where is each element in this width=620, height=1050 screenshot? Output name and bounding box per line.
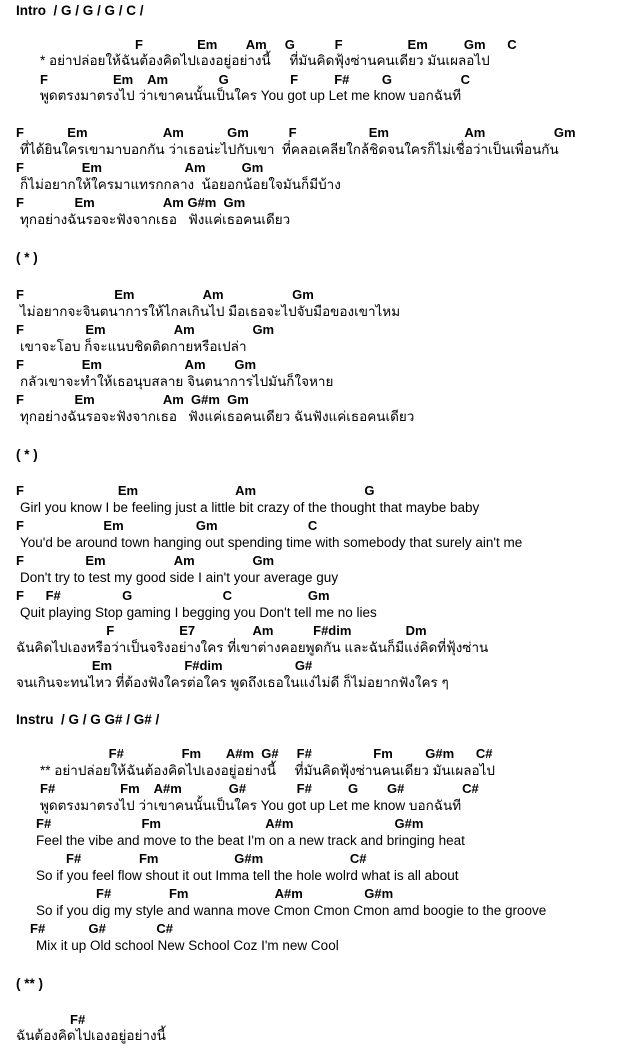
lyric-line: ทุกอย่างฉันรอจะฟังจากเธอ ฟังแค่เธอคนเดียว ฉันฟังแค่เธอคนเดียว [20, 409, 415, 424]
lyric-line: * อย่าปล่อยให้ฉันต้องคิดไปเองอยู่อย่างนี้ ที่มันคิดฟุ้งซ่านคนเดียว มันเผลอไป [40, 53, 490, 68]
lyric-line: พูดตรงมาตรงไป ว่าเขาคนนั้นเป็นใคร You got up Let me know บอกฉันที [40, 88, 462, 103]
lyric-line: ที่ได้ยินใครเขามาบอกกัน ว่าเธอน่ะไปกับเขา ที่คลอเคลียใกล้ชิดจนใครก็ไม่เชื่อว่าเป็นเพื่อนกัน [20, 142, 559, 157]
lyric-line: Feel the vibe and move to the beat I'm on a new track and bringing heat [36, 833, 465, 848]
chord-line: F# [70, 1012, 86, 1027]
chord-line: F# Fm A#m G#m [96, 886, 394, 901]
lyric-line: ** อย่าปล่อยให้ฉันต้องคิดไปเองอยู่อย่างนี้ ที่มันคิดฟุ้งซ่านคนเดียว มันเผลอไป [40, 763, 495, 778]
lyric-line: ก็ไม่อยากให้ใครมาแทรกกลาง น้อยอกน้อยใจมันก็มีบ้าง [20, 177, 341, 192]
chord-line: F# Fm A#m G# F# Fm G#m C# [40, 746, 493, 761]
lyric-line: So if you feel flow shout it out Imma tell the hole wolrd what is all about [36, 868, 459, 883]
chord-line: F Em Am G F Em Gm C [135, 37, 517, 52]
repeat-marker: ( * ) [16, 250, 38, 265]
lyric-line: ฉันต้องคิดไปเองอยู่อย่างนี้ [16, 1028, 166, 1043]
lyric-line: เขาจะโอบ ก็จะแนบชิดติดกายหรือเปล่า [20, 339, 247, 354]
intro-line: Intro / G / G / G / C / [16, 3, 144, 18]
chord-line: F Em Gm C [16, 518, 318, 533]
chord-line: F Em Am Gm [16, 322, 275, 337]
chord-line: F Em Am Gm [16, 287, 314, 302]
lyric-line: You'd be around town hanging out spending time with somebody that surely ain't me [20, 535, 523, 550]
lyric-line: พูดตรงมาตรงไป ว่าเขาคนนั้นเป็นใคร You got up Let me know บอกฉันที [40, 798, 462, 813]
chord-line: F Em Am Gm [16, 357, 257, 372]
chord-line: F# Fm A#m G# F# G G# C# [40, 781, 479, 796]
chord-line: F# Fm A#m G#m [36, 816, 424, 831]
chord-line: F F# G C Gm [16, 588, 330, 603]
chord-line: F# G# C# [30, 921, 174, 936]
lyric-line: ไม่อยากจะจินตนาการให้ไกลเกินไป มือเธอจะไปจับมือของเขาไหม [20, 304, 401, 319]
chord-line: F E7 Am F#dim Dm [16, 623, 427, 638]
chord-line: F Em Am Gm F Em Am Gm [16, 125, 576, 140]
chord-line: F Em Am G#m Gm [16, 195, 246, 210]
lyric-line: Quit playing Stop gaming I begging you Don't tell me no lies [20, 605, 377, 620]
lyric-line: จนเกินจะทนไหว ที่ต้องฟังใครต่อใคร พูดถึงเธอในแง่ไม่ดี ก็ไม่อยากฟังใคร ๆ [16, 675, 449, 690]
chord-line: F Em Am Gm [16, 553, 275, 568]
chord-line: F Em Am Gm [16, 160, 264, 175]
repeat-marker: ( * ) [16, 447, 38, 462]
lyric-line: So if you dig my style and wanna move Cmon Cmon Cmon amd boogie to the groove [36, 903, 547, 918]
chord-line: F Em Am G F F# G C [40, 72, 471, 87]
chord-line: F# Fm G#m C# [66, 851, 367, 866]
repeat-marker: ( ** ) [16, 976, 43, 991]
chord-line: F Em Am G#m Gm [16, 392, 249, 407]
lyric-line: Don't try to test my good side I ain't your average guy [20, 570, 339, 585]
lyric-line: ฉันคิดไปเองหรือว่าเป็นจริงอย่างใคร ที่เขาต่างคอยพูดกัน และฉันก็มีแง่คิดที่ฟุ้งซ่าน [16, 640, 489, 655]
chord-line: F Em Am G [16, 483, 375, 498]
lyric-line: ทุกอย่างฉันรอจะฟังจากเธอ ฟังแค่เธอคนเดียว [20, 212, 291, 227]
lyric-line: กลัวเขาจะทำให้เธอนุบสลาย จินตนาการไปมันก็ใจหาย [20, 374, 334, 389]
lyric-line: Mix it up Old school New School Coz I'm new Cool [36, 938, 339, 953]
chord-line: Em F#dim G# [16, 658, 313, 673]
instrumental-line: Instru / G / G G# / G# / [16, 712, 160, 727]
lyric-line: Girl you know I be feeling just a little bit crazy of the thought that maybe baby [20, 500, 480, 515]
